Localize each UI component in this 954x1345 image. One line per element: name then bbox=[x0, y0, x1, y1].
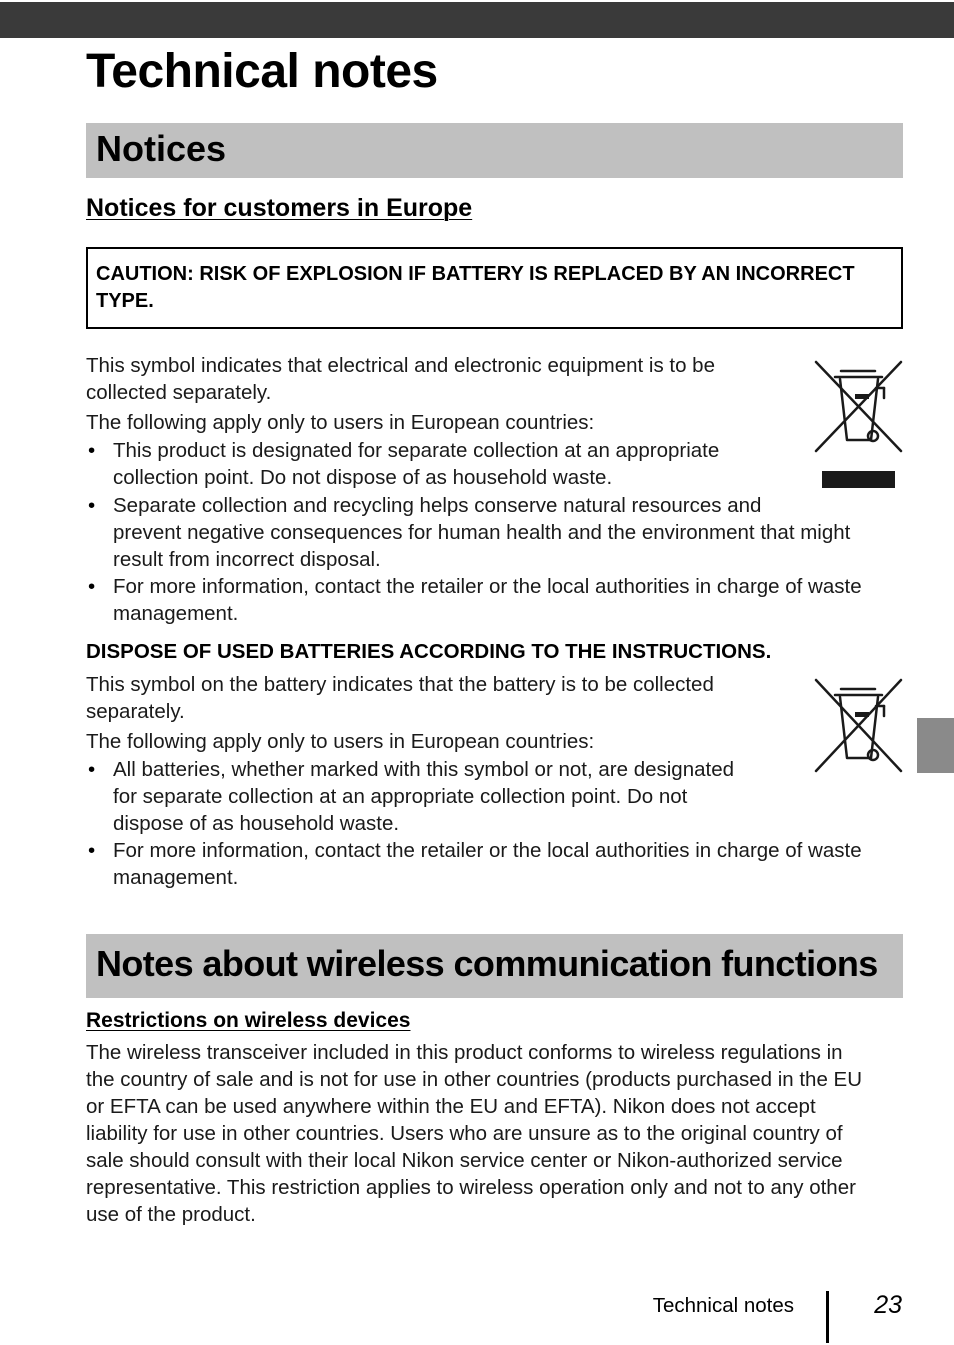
battery-bullet-line: For more information, contact the retailer or the local authorities in charge of waste bbox=[113, 839, 862, 862]
section-tab-marker bbox=[917, 718, 954, 773]
page-title: Technical notes bbox=[86, 45, 438, 98]
wireless-body-line: sale should consult with their local Nikon service center or Nikon-authorized service bbox=[86, 1149, 843, 1172]
crossed-out-wheeled-bin-icon bbox=[810, 358, 906, 492]
page-number: 23 bbox=[874, 1291, 902, 1319]
weee-bullet-line: management. bbox=[113, 602, 239, 625]
weee-intro-line: collected separately. bbox=[86, 381, 272, 404]
weee-bullet-line: result from incorrect disposal. bbox=[113, 548, 381, 571]
bullet-marker: • bbox=[88, 439, 96, 462]
weee-bullet-line: This product is designated for separate collection at an appropriate bbox=[113, 439, 720, 462]
section-notices-heading: Notices bbox=[96, 128, 227, 169]
caution-box bbox=[86, 247, 903, 329]
bullet-marker: • bbox=[88, 839, 96, 862]
batteries-heading: DISPOSE OF USED BATTERIES ACCORDING TO THE INSTRUCTIONS. bbox=[86, 640, 772, 663]
wireless-body-line: use of the product. bbox=[86, 1203, 256, 1226]
section-wireless-band bbox=[86, 934, 903, 998]
section-wireless-heading: Notes about wireless communication functions bbox=[96, 943, 878, 984]
bullet-marker: • bbox=[88, 758, 96, 781]
section-notices-band bbox=[86, 123, 903, 178]
weee-bullet-line: prevent negative consequences for human health and the environment that might bbox=[113, 521, 851, 544]
europe-notices-heading: Notices for customers in Europe bbox=[86, 194, 473, 222]
weee-intro-line: This symbol indicates that electrical and electronic equipment is to be bbox=[86, 354, 715, 377]
header-bar bbox=[0, 2, 954, 38]
wireless-restrictions-heading: Restrictions on wireless devices bbox=[86, 1009, 411, 1032]
battery-bin-icon bbox=[810, 676, 906, 776]
caution-text: CAUTION: RISK OF EXPLOSION IF BATTERY IS REPLACED BY AN INCORRECT TYPE. bbox=[96, 263, 855, 312]
bullet-marker: • bbox=[88, 494, 96, 517]
wireless-body-line: or EFTA can be used anywhere within the EU and EFTA). Nikon does not accept bbox=[86, 1095, 816, 1118]
wireless-body-line: liability for use in other countries. Users who are unsure as to the original country of bbox=[86, 1122, 843, 1145]
battery-apply-text: The following apply only to users in European countries: bbox=[86, 730, 595, 753]
battery-bullet-line: for separate collection at an appropriate collection point. Do not bbox=[113, 785, 688, 808]
battery-bullet-line: dispose of as household waste. bbox=[113, 812, 400, 835]
footer-section-label: Technical notes bbox=[652, 1294, 794, 1317]
battery-bullet-line: management. bbox=[113, 866, 239, 889]
wireless-body-line: The wireless transceiver included in this product conforms to wireless regulations in bbox=[86, 1041, 843, 1064]
weee-bullet-line: For more information, contact the retailer or the local authorities in charge of waste bbox=[113, 575, 862, 598]
footer-divider bbox=[826, 1291, 829, 1343]
weee-bullet-line: Separate collection and recycling helps conserve natural resources and bbox=[113, 494, 762, 517]
wireless-body-line: the country of sale and is not for use in other countries (products purchased in the EU bbox=[86, 1068, 863, 1091]
weee-apply-text: The following apply only to users in European countries: bbox=[86, 411, 595, 434]
battery-intro-line: separately. bbox=[86, 700, 185, 723]
battery-bullet-line: All batteries, whether marked with this symbol or not, are designated bbox=[113, 758, 734, 781]
weee-bullet-line: collection point. Do not dispose of as household waste. bbox=[113, 466, 613, 489]
battery-intro-line: This symbol on the battery indicates that the battery is to be collected bbox=[86, 673, 714, 696]
bullet-marker: • bbox=[88, 575, 96, 598]
wireless-body-line: representative. This restriction applies to wireless operation only and not to any other bbox=[86, 1176, 856, 1199]
